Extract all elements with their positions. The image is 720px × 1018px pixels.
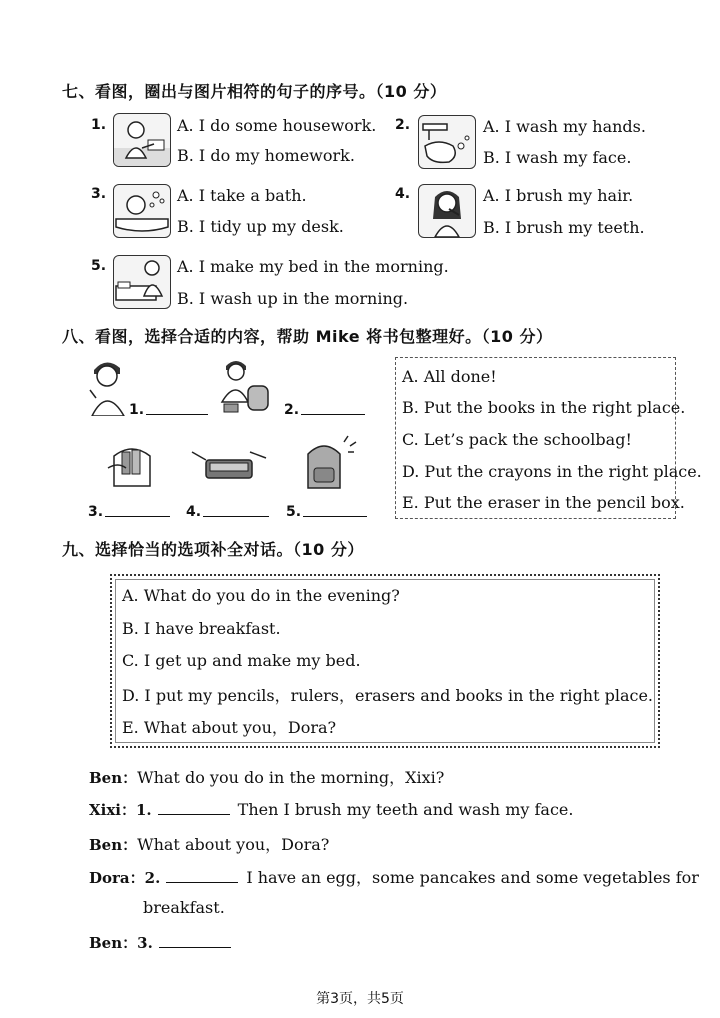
section8-option-d: D. Put the crayons in the right place. [402,462,702,481]
section8-blank2[interactable] [301,414,365,415]
speaker-xixi: Xixi： [89,801,136,819]
packed-schoolbag-icon [298,434,358,490]
section8-title: 八、看图，选择合适的内容，帮助 Mike 将书包整理好。（10 分） [62,327,553,346]
dialogue-text: What do you do in the morning，Xixi? [137,768,445,787]
section8-blank3-number: 3. [88,504,104,520]
bath-icon [113,184,171,238]
item2-option-a[interactable]: A. I wash my hands. [483,117,646,136]
speaker-dora: Dora： [89,869,145,887]
section8-blank3[interactable] [105,516,170,517]
dialogue-line-5: breakfast. [143,898,225,917]
section9-option-e: E. What about you，Dora? [122,718,337,737]
boy-making-bed-icon [113,255,171,309]
item3-number: 3. [91,186,107,202]
dialogue-text: I have an egg，some pancakes and some vegetables for [246,868,699,887]
item1-number: 1. [91,117,107,133]
item3-option-b[interactable]: B. I tidy up my desk. [177,217,344,236]
section9-option-a: A. What do you do in the evening? [122,586,400,605]
item3-option-a[interactable]: A. I take a bath. [177,186,307,205]
mike-packing-bag-icon [216,356,272,414]
section7-title: 七、看图，圈出与图片相符的句子的序号。（10 分） [62,82,447,101]
section8-option-b: B. Put the books in the right place. [402,398,686,417]
speaker-ben: Ben： [89,836,138,854]
pencil-box-icon [190,446,268,486]
item4-option-a[interactable]: A. I brush my hair. [483,186,634,205]
section9-option-d: D. I put my pencils，rulers，erasers and books in the right place. [122,686,654,705]
section8-blank1[interactable] [146,414,208,415]
item4-number: 4. [395,186,411,202]
dialogue-blank-2[interactable] [166,882,238,883]
dialogue-blank-1[interactable] [158,814,230,815]
blank-number: 3. [137,934,153,952]
dialogue-line-2 [89,799,573,820]
dialogue-line-1 [89,765,444,788]
speaker-ben: Ben： [89,769,138,787]
section9-title: 九、选择恰当的选项补全对话。（10 分） [62,540,364,559]
mike-thinking-icon [86,356,130,416]
dialogue-text: What about you，Dora? [137,835,330,854]
item2-option-b[interactable]: B. I wash my face. [483,148,632,167]
section8-option-a: A. All done! [402,367,497,386]
dialogue-line-4 [89,865,699,888]
section9-option-b: B. I have breakfast. [122,619,281,638]
item5-option-b[interactable]: B. I wash up in the morning. [177,289,409,308]
girl-brushing-teeth-icon [418,184,476,238]
item1-option-b[interactable]: B. I do my homework. [177,146,355,165]
section8-blank1-number: 1. [129,402,145,418]
boy-homework-icon [113,113,171,167]
dialogue-line-6 [89,932,231,953]
item5-number: 5. [91,258,107,274]
item1-option-a[interactable]: A. I do some housework. [177,116,377,135]
section8-blank2-number: 2. [284,402,300,418]
section8-blank5[interactable] [303,516,367,517]
section8-blank4-number: 4. [186,504,202,520]
blank-number: 1. [135,801,152,819]
speaker-ben: Ben： [89,934,138,952]
section8-option-c: C. Let’s pack the schoolbag! [402,430,632,449]
page-footer: 第3页，共5页 [316,991,404,1007]
dialogue-blank-3[interactable] [159,947,231,948]
books-in-bag-icon [104,438,160,490]
dialogue-line-3 [89,832,329,855]
item4-option-b[interactable]: B. I brush my teeth. [483,218,645,237]
section9-option-c: C. I get up and make my bed. [122,651,361,670]
blank-number: 2. [144,869,161,887]
washing-hands-icon [418,115,476,169]
dialogue-text: Then I brush my teeth and wash my face. [237,800,574,819]
section8-blank5-number: 5. [286,504,302,520]
section8-blank4[interactable] [203,516,269,517]
item2-number: 2. [395,117,411,133]
item5-option-a[interactable]: A. I make my bed in the morning. [177,257,449,276]
section8-option-e: E. Put the eraser in the pencil box. [402,493,685,512]
